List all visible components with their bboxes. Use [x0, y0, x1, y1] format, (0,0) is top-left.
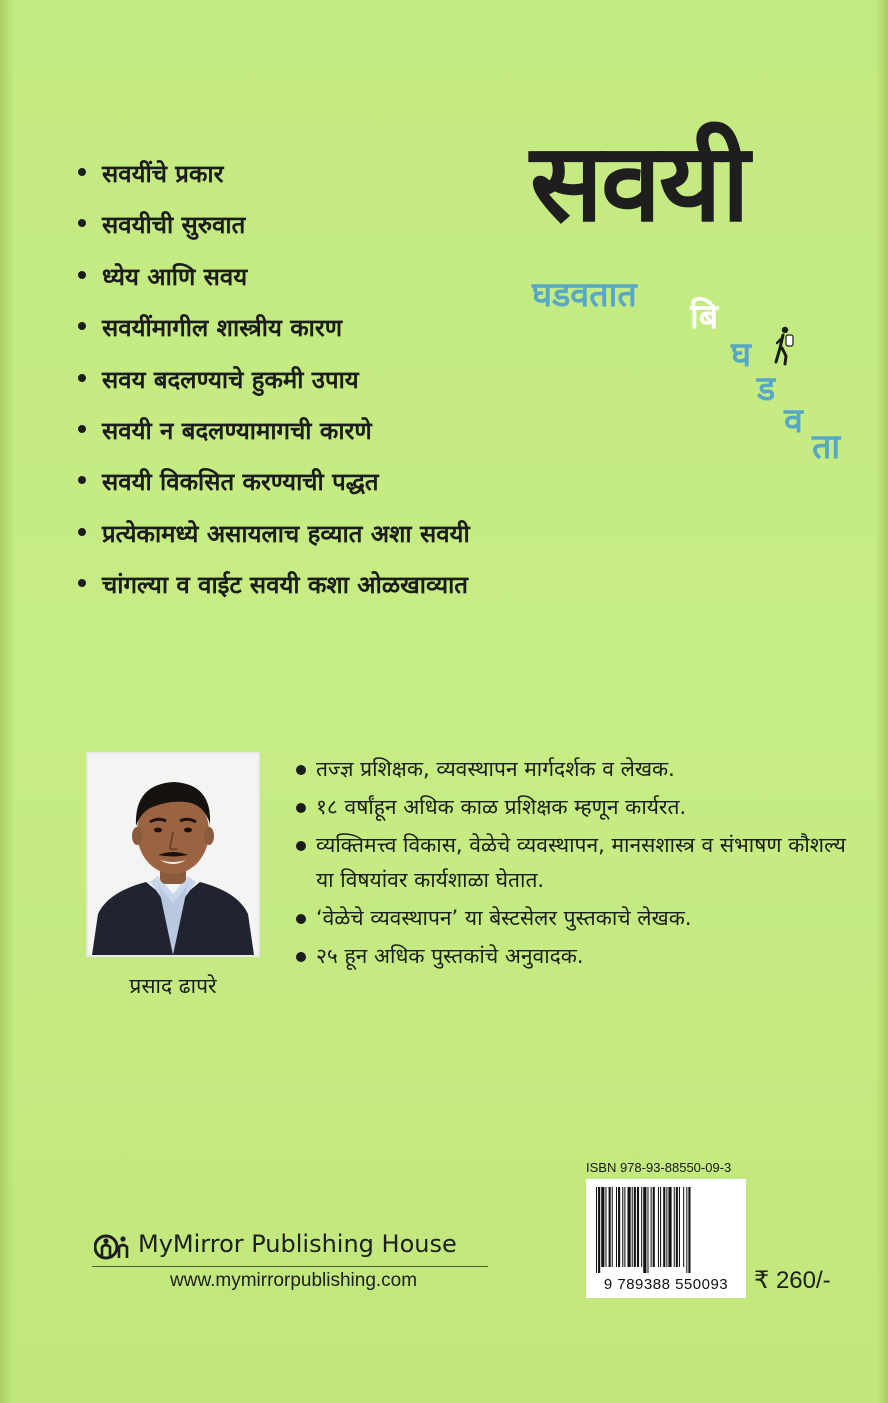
barcode-bar — [641, 1187, 642, 1267]
bullet-icon — [78, 374, 86, 382]
barcode-bar — [683, 1187, 684, 1267]
barcode-bar — [674, 1187, 675, 1267]
subtitle-stair-char: व — [784, 401, 803, 441]
barcode-bar — [686, 1187, 687, 1273]
barcode-bar — [658, 1187, 659, 1267]
list-item — [296, 790, 866, 825]
subtitle-stair-char: घ — [731, 335, 752, 375]
subtitle-first-word: घडवतात — [532, 275, 637, 315]
bio-text: १८ वर्षांहून अधिक काळ प्रशिक्षक म्हणून कार्यरत. — [316, 795, 687, 819]
list-item — [78, 567, 638, 618]
topic-text: सवयींचे प्रकार — [102, 160, 224, 188]
list-item — [78, 464, 638, 515]
barcode-bar — [688, 1187, 690, 1273]
bullet-icon — [78, 476, 86, 484]
bullet-icon — [78, 322, 86, 330]
topics-list — [78, 156, 638, 619]
barcode-bar — [647, 1187, 648, 1273]
list-item — [296, 939, 866, 974]
barcode-bar — [618, 1187, 620, 1267]
bullet-icon — [296, 952, 306, 962]
bio-text: तज्ज्ञ प्रशिक्षक, व्यवस्थापन मार्गदर्शक व लेखक. — [316, 757, 675, 781]
list-item — [296, 901, 866, 936]
subtitle-stair-char: बि — [690, 297, 719, 337]
author-photo — [86, 752, 260, 957]
barcode-bar — [605, 1187, 606, 1267]
topic-text: ध्येय आणि सवय — [102, 262, 248, 291]
bio-text: २५ हून अधिक पुस्तकांचे अनुवादक. — [316, 944, 584, 968]
list-item — [78, 516, 638, 567]
barcode — [586, 1179, 746, 1298]
author-bio-list — [296, 752, 866, 974]
bullet-icon — [296, 914, 306, 924]
publisher-divider — [92, 1266, 488, 1267]
publisher-url: www.mymirrorpublishing.com — [170, 1270, 418, 1291]
bullet-icon — [296, 765, 306, 775]
subtitle-stair-char: ड — [757, 369, 776, 409]
hiker-icon — [770, 326, 796, 366]
barcode-bar — [651, 1187, 652, 1267]
cover-edge-left — [0, 0, 14, 1403]
bullet-icon — [78, 425, 86, 433]
barcode-bar — [653, 1187, 655, 1267]
list-item — [78, 259, 638, 315]
barcode-bar — [624, 1187, 625, 1267]
topic-text: सवयींमागील शास्त्रीय कारण — [102, 314, 343, 343]
bio-text: व्यक्तिमत्त्व विकास, वेळेचे व्यवस्थापन, मानसशास्त्र व संभाषण कौशल्य या विषयांवर कार्यशाळा घेतात. — [316, 833, 846, 892]
topic-text: सवयीची सुरुवात — [102, 211, 246, 240]
subtitle-stair-char: ता — [812, 427, 841, 467]
barcode-bar — [634, 1187, 636, 1267]
topic-text: सवयी न बदलण्यामागची कारणे — [102, 416, 372, 445]
barcode-bar — [660, 1187, 661, 1267]
bullet-icon — [78, 168, 86, 176]
list-item — [296, 752, 866, 787]
list-item — [78, 207, 638, 258]
publisher-name: MyMirror Publishing House — [138, 1230, 457, 1258]
bullet-icon — [78, 219, 86, 227]
barcode-bar — [612, 1187, 613, 1267]
barcode-bar — [598, 1187, 600, 1273]
barcode-bar — [666, 1187, 667, 1267]
author-name: प्रसाद ढापरे — [129, 974, 217, 998]
barcode-bar — [628, 1187, 631, 1267]
bullet-icon — [78, 528, 86, 536]
bio-text: ‘वेळेचे व्यवस्थापन’ या बेस्टसेलर पुस्तकाचे लेखक. — [316, 906, 692, 930]
barcode-bar — [668, 1187, 671, 1267]
barcode-bar — [676, 1187, 678, 1267]
list-item — [78, 413, 638, 464]
list-item — [296, 828, 866, 898]
book-title: सवयी — [530, 121, 748, 246]
barcode-digits: 9 789388 550093 — [603, 1276, 729, 1293]
barcode-bar — [663, 1187, 665, 1267]
topic-text: प्रत्येकामध्ये असायलाच हव्यात अशा सवयी — [102, 519, 470, 548]
barcode-bar — [596, 1187, 597, 1273]
barcode-bar — [609, 1187, 611, 1267]
list-item — [78, 362, 638, 413]
price: ₹ 260/- — [754, 1267, 831, 1294]
topic-text: सवयी विकसित करण्याची पद्धत — [102, 468, 379, 497]
topic-text: चांगल्या व वाईट सवयी कशा ओळखाव्यात — [102, 571, 468, 600]
barcode-bar — [601, 1187, 604, 1267]
list-item — [78, 156, 638, 207]
mymirror-logo-icon — [94, 1230, 132, 1264]
barcode-bar — [643, 1187, 646, 1273]
barcode-bar — [622, 1187, 623, 1267]
isbn-label: ISBN 978-93-88550-09-3 — [586, 1160, 732, 1175]
topic-text: सवय बदलण्याचे हुकमी उपाय — [102, 365, 359, 394]
bullet-icon — [78, 271, 86, 279]
barcode-bar — [637, 1187, 639, 1267]
barcode-bar — [632, 1187, 633, 1267]
bullet-icon — [78, 579, 86, 587]
cover-edge-right — [876, 0, 888, 1403]
author-portrait-image — [88, 754, 258, 955]
barcode-bar — [616, 1187, 617, 1267]
barcode-bar — [679, 1187, 680, 1267]
bullet-icon — [296, 803, 306, 813]
list-item — [78, 310, 638, 361]
bullet-icon — [296, 841, 306, 851]
barcode-bars — [586, 1179, 746, 1275]
